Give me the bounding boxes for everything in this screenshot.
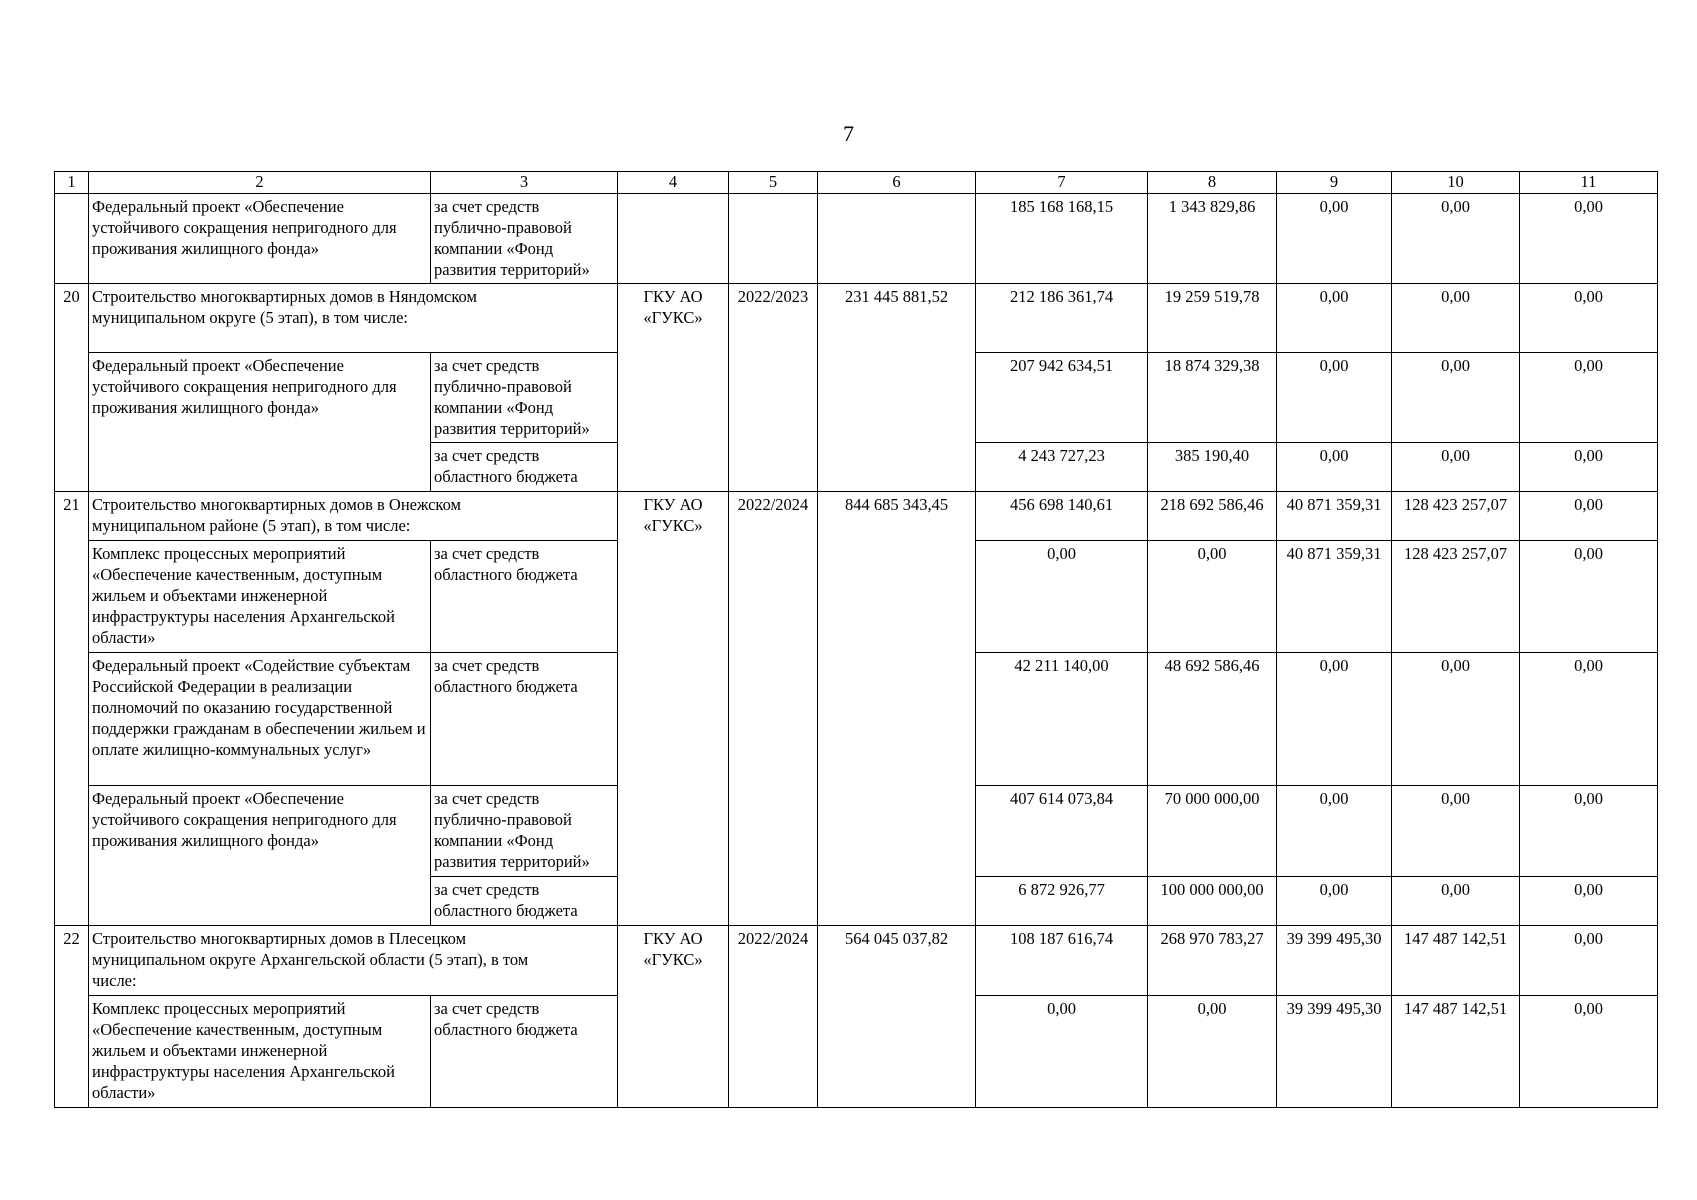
- amount-cell: 19 259 519,78: [1148, 284, 1277, 353]
- column-header: 9: [1277, 172, 1392, 194]
- amount-cell: 185 168 168,15: [976, 194, 1148, 284]
- project-name: Комплекс процессных мероприятий «Обеспечение качественным, доступным жильем и объектами инженерной инфраструктуры населения Архангельской области»: [89, 541, 431, 653]
- amount-cell: 0,00: [1520, 996, 1658, 1108]
- project-name: Комплекс процессных мероприятий «Обеспечение качественным, доступным жильем и объектами инженерной инфраструктуры населения Архангельской области»: [89, 996, 431, 1108]
- amount-cell: 0,00: [1277, 786, 1392, 877]
- amount-cell: 0,00: [1277, 353, 1392, 443]
- project-name: Федеральный проект «Обеспечение устойчивого сокращения непригодного для проживания жилищного фонда»: [89, 786, 431, 926]
- project-name: Федеральный проект «Содействие субъектам Российской Федерации в реализации полномочий по оказанию государственной поддержки гражданам в обеспечении жильем и оплате жилищно-коммунальных услуг»: [89, 653, 431, 786]
- column-header: 4: [618, 172, 729, 194]
- column-header-row: [55, 172, 1658, 194]
- funding-source: за счет средств областного бюджета: [431, 877, 618, 926]
- amount-cell: 0,00: [1392, 353, 1520, 443]
- budget-table: [54, 171, 1658, 1108]
- amount-cell: 207 942 634,51: [976, 353, 1148, 443]
- amount-cell: 39 399 495,30: [1277, 996, 1392, 1108]
- column-header: 7: [976, 172, 1148, 194]
- table-row: [55, 284, 1658, 353]
- empty-cell: [818, 194, 976, 284]
- amount-cell: 0,00: [1392, 786, 1520, 877]
- amount-cell: 42 211 140,00: [976, 653, 1148, 786]
- amount-cell: 0,00: [1520, 877, 1658, 926]
- amount-cell: 0,00: [1277, 194, 1392, 284]
- amount-cell: 147 487 142,51: [1392, 926, 1520, 996]
- amount-cell: 218 692 586,46: [1148, 492, 1277, 541]
- column-header: 8: [1148, 172, 1277, 194]
- row-number: 22: [55, 926, 89, 1108]
- total-amount: 844 685 343,45: [818, 492, 976, 926]
- amount-cell: 0,00: [1148, 541, 1277, 653]
- funding-source: за счет средств публично-правовой компании «Фонд развития территорий»: [431, 353, 618, 443]
- amount-cell: 0,00: [976, 541, 1148, 653]
- column-header: 5: [729, 172, 818, 194]
- funding-source: за счет средств публично-правовой компании «Фонд развития территорий»: [431, 194, 618, 284]
- amount-cell: 0,00: [1392, 284, 1520, 353]
- amount-cell: 0,00: [1392, 194, 1520, 284]
- period: 2022/2023: [729, 284, 818, 492]
- amount-cell: 0,00: [1520, 786, 1658, 877]
- amount-cell: 268 970 783,27: [1148, 926, 1277, 996]
- amount-cell: 456 698 140,61: [976, 492, 1148, 541]
- amount-cell: 0,00: [1520, 492, 1658, 541]
- total-amount: 231 445 881,52: [818, 284, 976, 492]
- amount-cell: 0,00: [1520, 353, 1658, 443]
- amount-cell: 70 000 000,00: [1148, 786, 1277, 877]
- amount-cell: 40 871 359,31: [1277, 492, 1392, 541]
- project-name: Федеральный проект «Обеспечение устойчивого сокращения непригодного для проживания жилищного фонда»: [89, 353, 431, 492]
- empty-cell: [618, 194, 729, 284]
- amount-cell: 0,00: [1520, 443, 1658, 492]
- amount-cell: 128 423 257,07: [1392, 541, 1520, 653]
- row-number: 21: [55, 492, 89, 926]
- column-header: 11: [1520, 172, 1658, 194]
- amount-cell: 0,00: [1520, 926, 1658, 996]
- column-header: 2: [89, 172, 431, 194]
- table-row: [55, 926, 1658, 996]
- amount-cell: 0,00: [1277, 653, 1392, 786]
- funding-source: за счет средств областного бюджета: [431, 996, 618, 1108]
- amount-cell: 100 000 000,00: [1148, 877, 1277, 926]
- column-header: 3: [431, 172, 618, 194]
- amount-cell: 48 692 586,46: [1148, 653, 1277, 786]
- object-title: Строительство многоквартирных домов в Плесецком муниципальном округе Архангельской области (5 этап), в том числе:: [89, 926, 618, 996]
- period: 2022/2024: [729, 492, 818, 926]
- amount-cell: 0,00: [1277, 877, 1392, 926]
- amount-cell: 4 243 727,23: [976, 443, 1148, 492]
- funding-source: за счет средств областного бюджета: [431, 653, 618, 786]
- amount-cell: 0,00: [1520, 284, 1658, 353]
- amount-cell: 385 190,40: [1148, 443, 1277, 492]
- amount-cell: 6 872 926,77: [976, 877, 1148, 926]
- amount-cell: 0,00: [1277, 284, 1392, 353]
- amount-cell: 0,00: [1520, 541, 1658, 653]
- table-row: [55, 194, 1658, 284]
- amount-cell: 0,00: [1392, 877, 1520, 926]
- page-number: 7: [843, 121, 854, 146]
- amount-cell: 0,00: [1392, 653, 1520, 786]
- amount-cell: 18 874 329,38: [1148, 353, 1277, 443]
- column-header: 6: [818, 172, 976, 194]
- amount-cell: 0,00: [1277, 443, 1392, 492]
- funding-source: за счет средств публично-правовой компании «Фонд развития территорий»: [431, 786, 618, 877]
- amount-cell: 128 423 257,07: [1392, 492, 1520, 541]
- amount-cell: 212 186 361,74: [976, 284, 1148, 353]
- executor: ГКУ АО «ГУКС»: [618, 284, 729, 492]
- object-title: Строительство многоквартирных домов в Няндомском муниципальном округе (5 этап), в том числе:: [89, 284, 618, 353]
- empty-cell: [55, 194, 89, 284]
- amount-cell: 40 871 359,31: [1277, 541, 1392, 653]
- period: 2022/2024: [729, 926, 818, 1108]
- column-header: 10: [1392, 172, 1520, 194]
- project-name: Федеральный проект «Обеспечение устойчивого сокращения непригодного для проживания жилищного фонда»: [89, 194, 431, 284]
- executor: ГКУ АО «ГУКС»: [618, 492, 729, 926]
- amount-cell: 0,00: [1392, 443, 1520, 492]
- amount-cell: 407 614 073,84: [976, 786, 1148, 877]
- amount-cell: 147 487 142,51: [1392, 996, 1520, 1108]
- funding-source: за счет средств областного бюджета: [431, 443, 618, 492]
- table-row: [55, 492, 1658, 541]
- empty-cell: [729, 194, 818, 284]
- column-header: 1: [55, 172, 89, 194]
- row-number: 20: [55, 284, 89, 492]
- object-title: Строительство многоквартирных домов в Онежском муниципальном районе (5 этап), в том числе:: [89, 492, 618, 541]
- amount-cell: 0,00: [1148, 996, 1277, 1108]
- amount-cell: 39 399 495,30: [1277, 926, 1392, 996]
- total-amount: 564 045 037,82: [818, 926, 976, 1108]
- amount-cell: 108 187 616,74: [976, 926, 1148, 996]
- amount-cell: 0,00: [1520, 194, 1658, 284]
- executor: ГКУ АО «ГУКС»: [618, 926, 729, 1108]
- amount-cell: 0,00: [976, 996, 1148, 1108]
- amount-cell: 1 343 829,86: [1148, 194, 1277, 284]
- funding-source: за счет средств областного бюджета: [431, 541, 618, 653]
- amount-cell: 0,00: [1520, 653, 1658, 786]
